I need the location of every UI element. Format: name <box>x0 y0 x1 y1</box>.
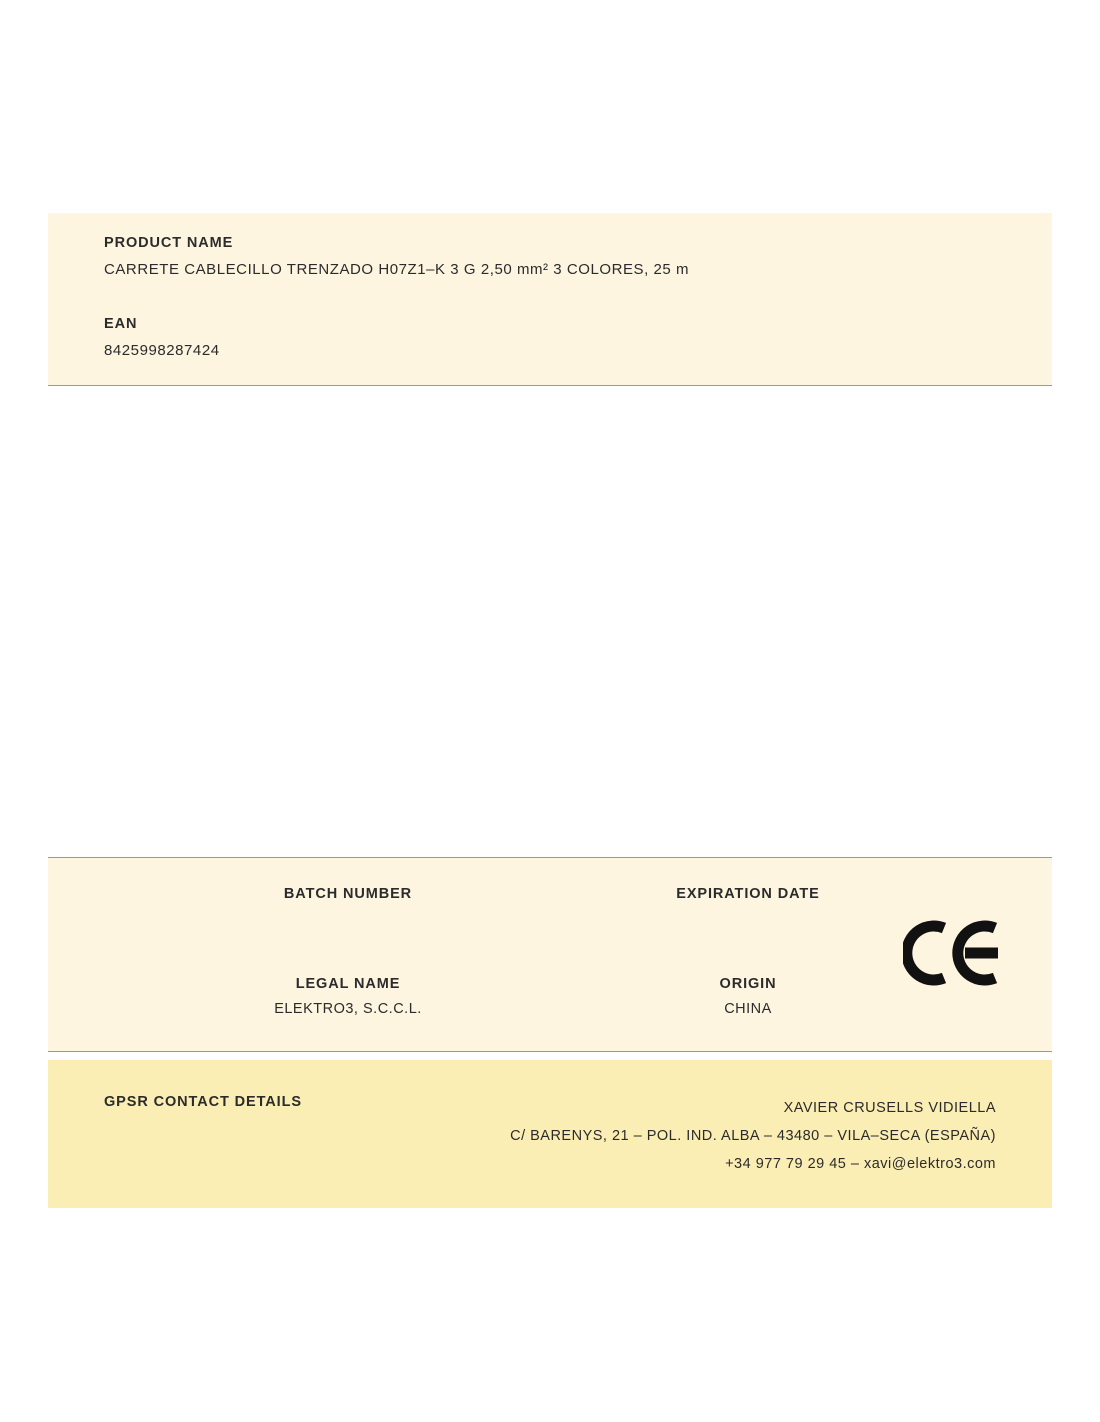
expiration-date-label: EXPIRATION DATE <box>676 886 820 902</box>
gpsr-contact-label: GPSR CONTACT DETAILS <box>104 1094 302 1110</box>
gpsr-contact-name: XAVIER CRUSELLS VIDIELLA <box>783 1100 996 1116</box>
origin-label: ORIGIN <box>719 976 777 992</box>
details-grid <box>48 858 1052 1051</box>
gpsr-contact-phone-email: +34 977 79 29 45 – xavi@elektro3.com <box>725 1156 996 1172</box>
ean-value: 8425998287424 <box>104 342 220 359</box>
expiration-date-field <box>598 886 898 911</box>
origin-field <box>598 976 898 1017</box>
product-name-value: CARRETE CABLECILLO TRENZADO H07Z1–K 3 G 2,50 mm² 3 COLORES, 25 m <box>104 261 690 278</box>
origin-value: CHINA <box>724 1001 772 1017</box>
batch-number-label: BATCH NUMBER <box>283 886 413 902</box>
product-info-block <box>48 213 1052 386</box>
legal-name-field <box>198 976 498 1017</box>
product-name-label: PRODUCT NAME <box>104 235 234 251</box>
ce-marking-icon <box>903 918 1003 988</box>
product-details-block <box>48 857 1052 1052</box>
legal-name-value: ELEKTRO3, S.C.C.L. <box>274 1001 422 1017</box>
legal-name-label: LEGAL NAME <box>295 976 401 992</box>
product-name-field <box>104 235 996 278</box>
batch-number-field <box>198 886 498 911</box>
ean-label: EAN <box>104 316 138 332</box>
ean-field <box>104 316 996 359</box>
gpsr-contact-details <box>510 1094 996 1178</box>
gpsr-contact-address: C/ BARENYS, 21 – POL. IND. ALBA – 43480 – VILA–SECA (ESPAÑA) <box>510 1128 996 1144</box>
gpsr-contact-block <box>48 1060 1052 1208</box>
